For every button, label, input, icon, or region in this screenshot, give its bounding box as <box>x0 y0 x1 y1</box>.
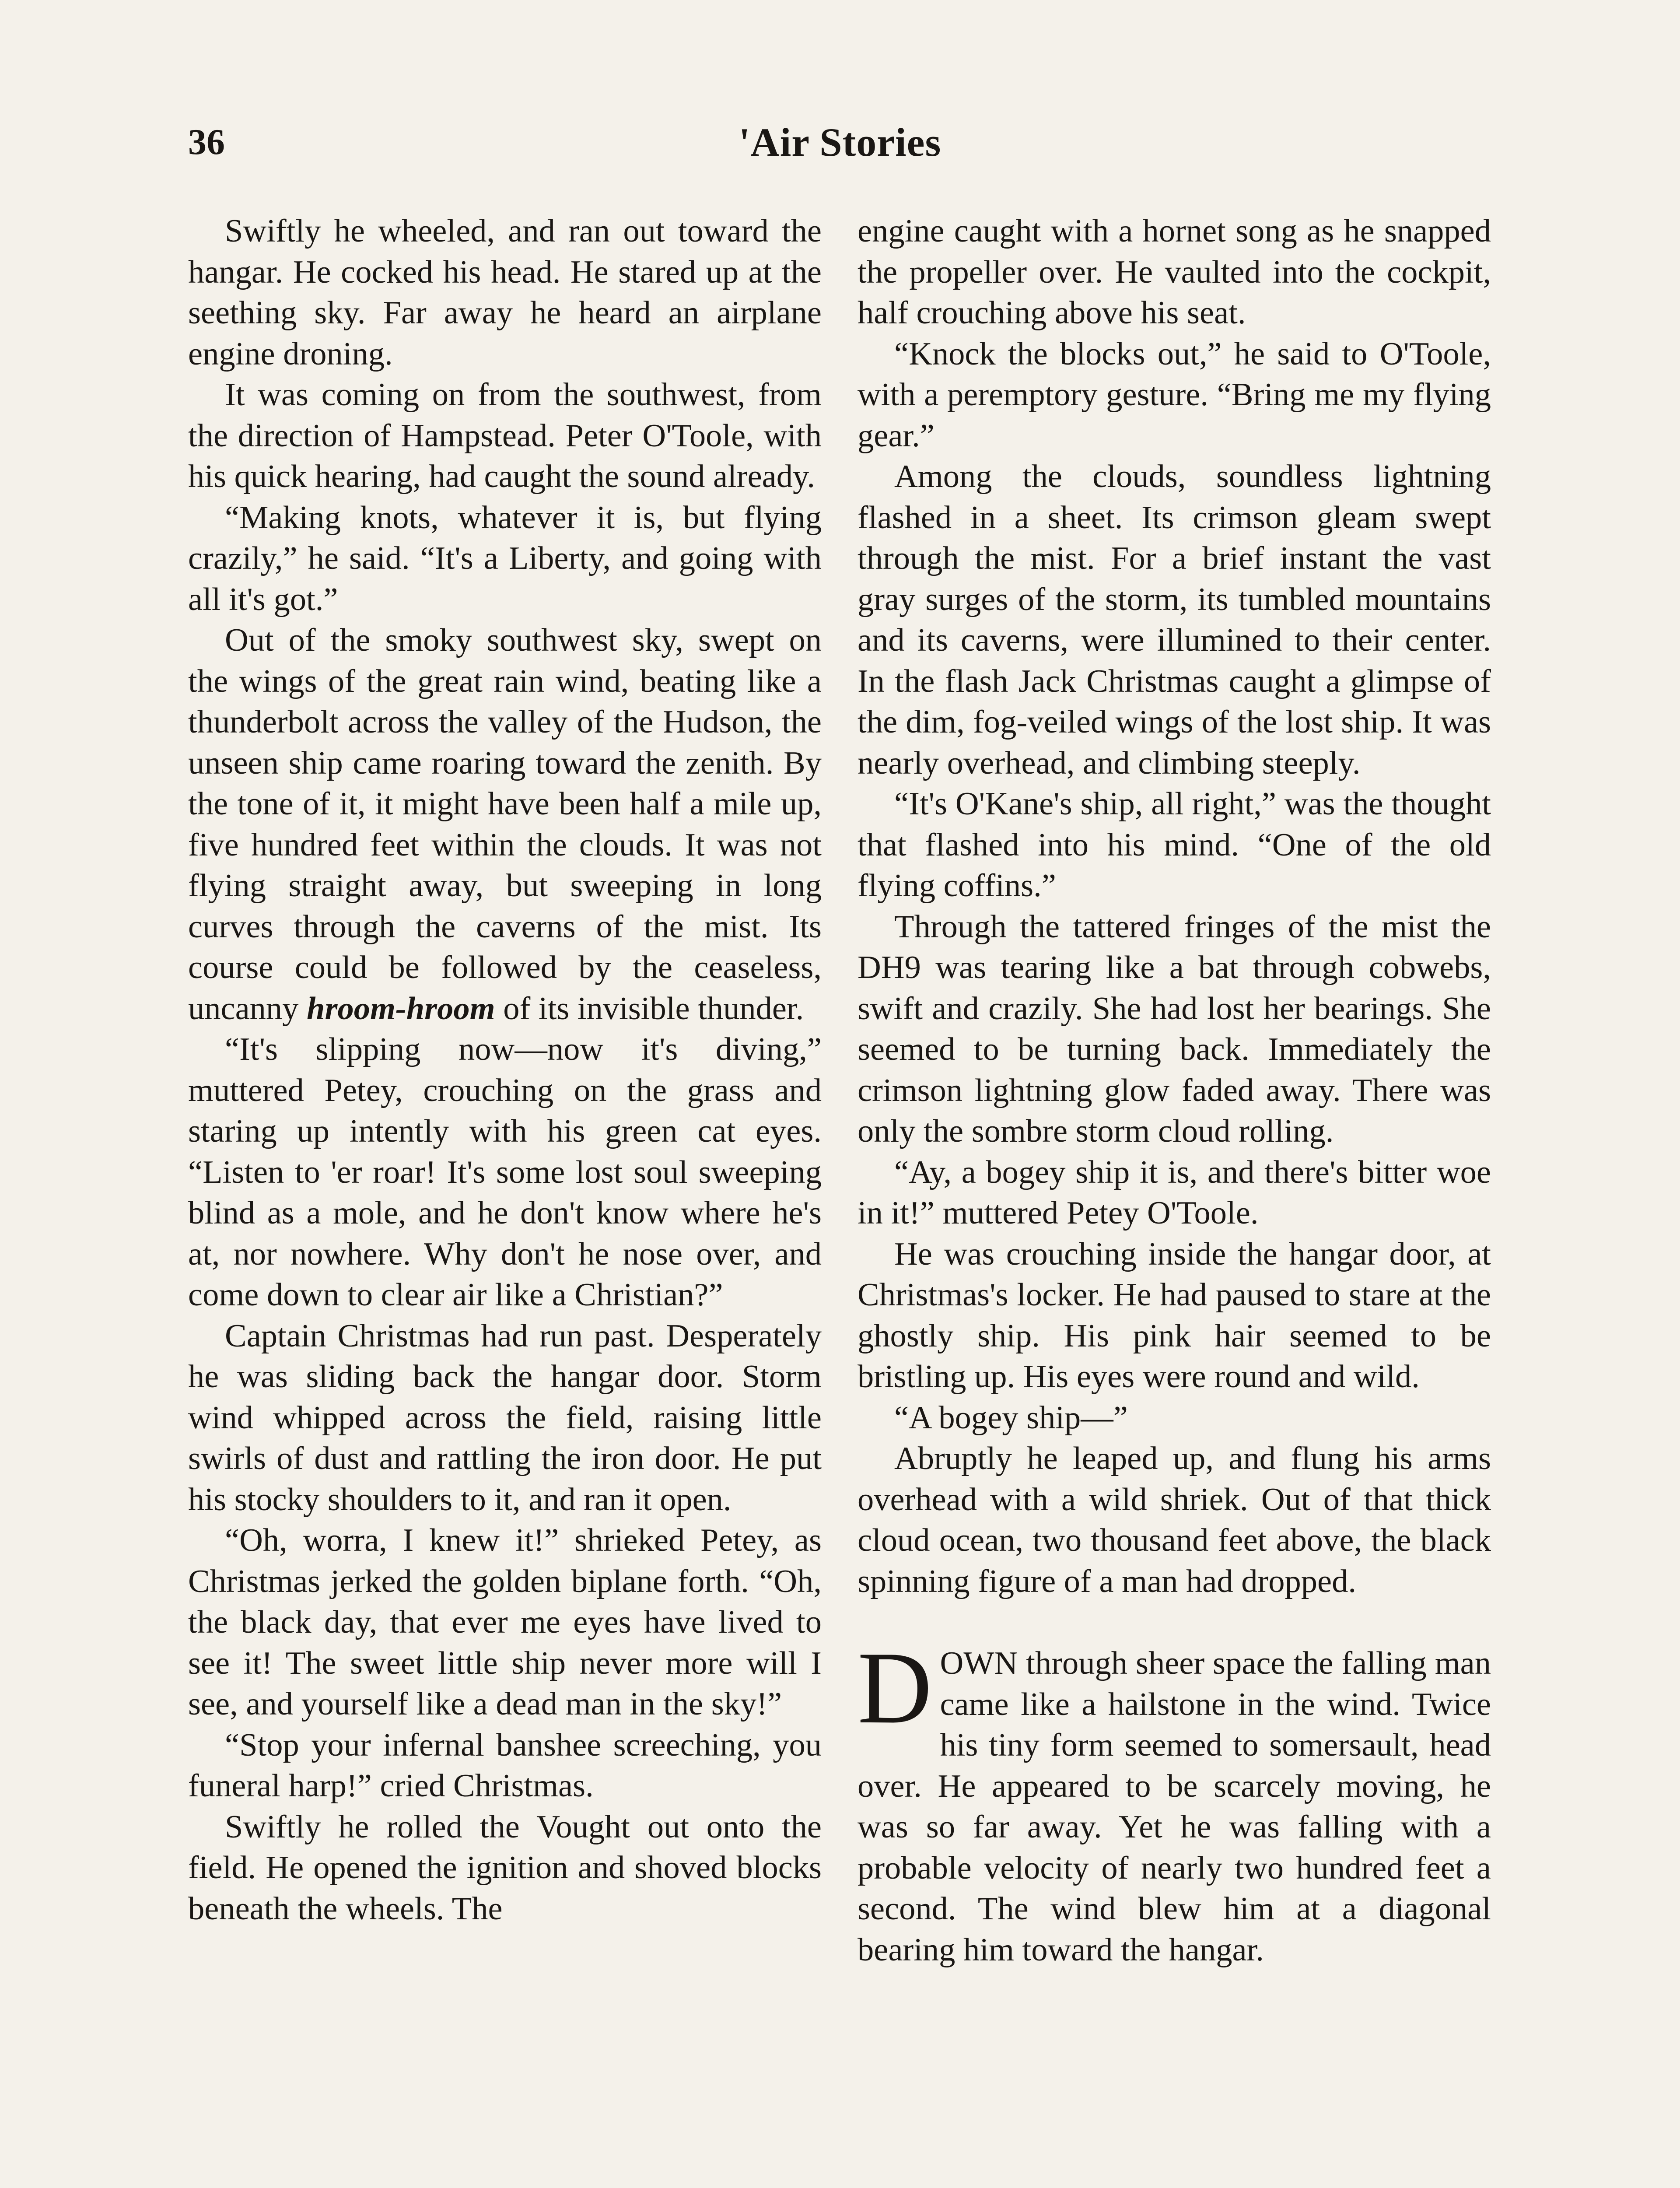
paragraph <box>188 620 822 1029</box>
running-title: 'Air Stories <box>738 120 942 165</box>
paragraph: “Oh, worra, I knew it!” shrieked Petey, as Christmas jerked the golden biplane forth. “Oh, the black day, that ever me eyes have lived to see it! The sweet little ship never more will I see, and yourself like a dead man in the sky!” <box>188 1522 822 1722</box>
right-column <box>858 211 1491 1971</box>
paragraph: “It's O'Kane's ship, all right,” was the thought that flashed into his mind. “One of the old flying coffins.” <box>858 786 1491 904</box>
dropcap-paragraph <box>858 1631 1491 1971</box>
drop-cap: D <box>858 1631 932 1745</box>
paragraph: It was coming on from the southwest, from the direction of Hampstead. Peter O'Toole, with his quick hearing, had caught the sound already. <box>188 377 822 494</box>
paragraph-continuation: engine caught with a hornet song as he snapped the propeller over. He vaulted into the cockpit, half crouching above his seat. <box>858 213 1491 331</box>
paragraph-text: OWN through sheer space the falling man came like a hailstone in the wind. Twice his tiny form seemed to somersault, head over. He appeared to be scarcely moving, he was so far away. Yet he was falling with a probable velocity of nearly two hundred feet a second. The wind blew him at a diagonal bearing him toward the hangar. <box>858 1645 1491 1968</box>
paragraph: “Stop your infernal banshee screeching, you funeral harp!” cried Christmas. <box>188 1727 822 1804</box>
paragraph: “It's slipping now—now it's diving,” muttered Petey, crouching on the grass and staring up intently with his green cat eyes. “Listen to 'er roar! It's some lost soul sweeping blind as a mole, and he don't know where he's at, nor nowhere. Why don't he nose over, and come down to clear air like a Christian?” <box>188 1031 822 1313</box>
paragraph: Through the tattered fringes of the mist the DH9 was tearing like a bat through cobwebs, swift and crazily. She had lost her bearings. She seemed to be turning back. Immediately the crimson lightning glow faded away. There was only the sombre storm cloud rolling. <box>858 908 1491 1149</box>
page-number: 36 <box>188 122 225 162</box>
paragraph-text: of its invisible thunder. <box>503 990 804 1027</box>
paragraph: “Knock the blocks out,” he said to O'Toole, with a peremptory gesture. “Bring me my flying gear.” <box>858 336 1491 454</box>
paragraph: Among the clouds, soundless lightning flashed in a sheet. Its crimson gleam swept through the mist. For a brief instant the vast gray surges of the storm, its tumbled mountains and its caverns, were illumined to their center. In the flash Jack Christmas caught a glimpse of the dim, fog-veiled wings of the lost ship. It was nearly overhead, and climbing steeply. <box>858 459 1491 781</box>
paragraph: “Ay, a bogey ship it is, and there's bitter woe in it!” muttered Petey O'Toole. <box>858 1154 1491 1231</box>
left-column <box>188 211 822 1929</box>
paragraph: He was crouching inside the hangar door, at Christmas's locker. He had paused to stare at the ghostly ship. His pink hair seemed to be bristling up. His eyes were round and wild. <box>858 1236 1491 1395</box>
paragraph-text: Out of the smoky southwest sky, swept on the wings of the great rain wind, beating like a thunderbolt across the valley of the Hudson, the unseen ship came roaring toward the zenith. By the tone of it, it might have been half a mile up, five hundred feet within the clouds. It was not flying straight away, but sweeping in long curves through the caverns of the mist. Its course could be followed by the ceaseless, uncanny <box>188 622 822 1027</box>
emphasis-text: hroom-hroom <box>307 990 495 1027</box>
paragraph: “Making knots, whatever it is, but flying crazily,” he said. “It's a Liberty, and going with all it's got.” <box>188 499 822 617</box>
section-break <box>858 1602 1491 1643</box>
paragraph: “A bogey ship—” <box>894 1399 1128 1436</box>
paragraph: Abruptly he leaped up, and flung his arms overhead with a wild shriek. Out of that thick cloud ocean, two thousand feet above, the black spinning figure of a man had dropped. <box>858 1441 1491 1599</box>
paragraph: Captain Christmas had run past. Desperately he was sliding back the hangar door. Storm wind whipped across the field, raising little swirls of dust and rattling the iron door. He put his stocky shoulders to it, and ran it open. <box>188 1318 822 1518</box>
paragraph: Swiftly he rolled the Vought out onto the field. He opened the ignition and shoved blocks beneath the wheels. The <box>188 1809 822 1927</box>
page-header <box>188 114 1492 171</box>
paragraph: Swiftly he wheeled, and ran out toward the hangar. He cocked his head. He stared up at the seething sky. Far away he heard an airplane engine droning. <box>188 213 822 372</box>
